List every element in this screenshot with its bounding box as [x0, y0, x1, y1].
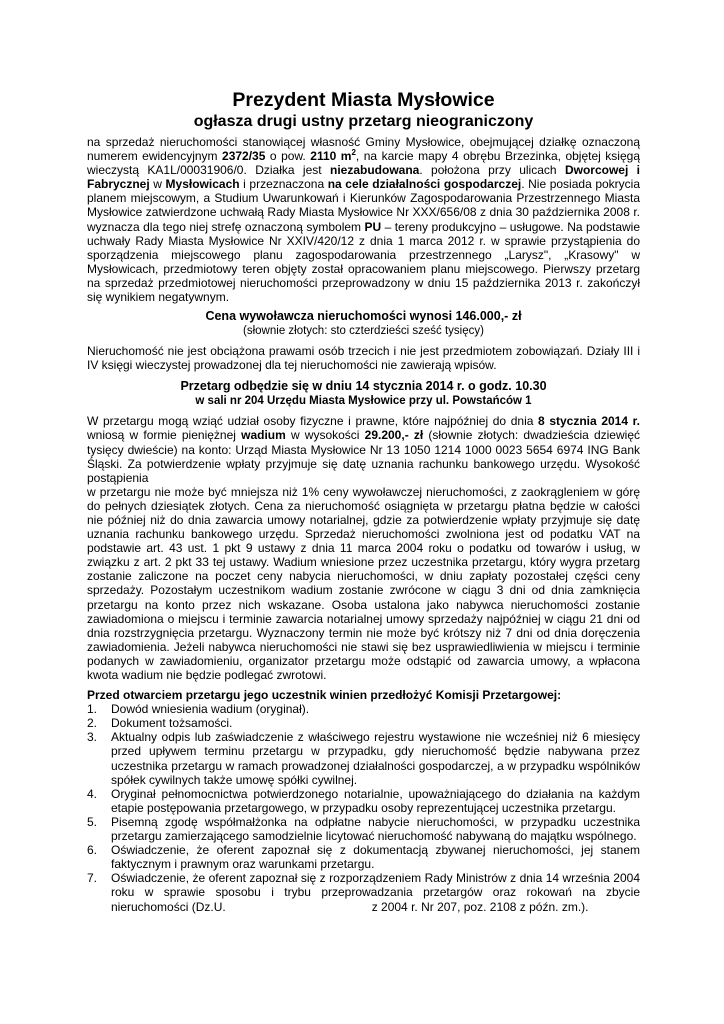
list-item: 4. Oryginał pełnomocnictwa potwierdzonego notarialnie, upoważniającego do działania na każdym etapie postępowania przetargowego, w przypadku osoby reprezentującej uczestnika przetargu.: [87, 786, 640, 815]
list-item: 3. Aktualny odpis lub zaświadczenie z właściwego rejestru wystawione nie wcześniej niż 6 miesięcy przed upływem terminu przetargu w przypadku, gdy nieruchomość będzie nabywana przez uczestnika przetargu w ramach prowadzonej działalności gospodarczej, a w przypadku wspólników spółek cywilnych także umowę spółki cywilnej.: [87, 730, 640, 787]
auction-rules-paragraph: w przetargu nie może być mniejsza niż 1% ceny wywoławczej nieruchomości, z zaokrągleniem w górę do pełnych dziesiątek złotych. Cena za nieruchomość osiągnięta w przetargu płatna będzie w całości nie później niż do dnia zawarcia umowy notarialnej, gdzie za potwierdzenie wpłaty przyjmuje się datę uznania rachunku bankowego urzędu. Sprzedaż nieruchomości zwolniona jest od podatku VAT na podstawie art. 43 ust. 1 pkt 9 ustawy z dnia 11 marca 2004 roku o podatku od towarów i usług, w związku z art. 2 pkt 33 tej ustawy. Wadium wniesione przez uczestnika przetargu, który wygra przetarg zostanie zaliczone na poczet ceny nabycia nieruchomości, w dniu zapłaty pozostałej części ceny sprzedaży. Pozostałym uczestnikom wadium zostanie zwrócone w ciągu 3 dni od dnia zamknięcia przetargu na konto przez nich wskazane. Osoba ustalona jako nabywca nieruchomości zostanie zawiadomiona o miejscu i terminie zawarcia notarialnej umowy sprzedaży najpóźniej w ciągu 21 dni od dnia rozstrzygnięcia przetargu. Wyznaczony termin nie może być krótszy niż 7 dni od dnia doręczenia zawiadomienia. Jeżeli nabywca nieruchomości nie stawi się bez usprawiedliwienia w miejscu i terminie podanych w zawiadomieniu, organizator przetargu może odstąpić od zawarcia umowy, a wpłacona kwota wadium nie będzie podlegać zwrotowi.: [87, 484, 640, 682]
undeveloped-label: niezabudowana: [330, 163, 420, 178]
deposit-paragraph: W przetargu mogą wziąć udział osoby fizyczne i prawne, które najpóźniej do dnia 8 stycznia 2014 r. wniosą w formie pieniężnej wadium w wysokości 29.200,- zł (słownie złotych: dwadzieścia dziewięć tysięcy dwieście) na konto: Urząd Miasta Mysłowice Nr 13 1050 1214 1000 0023 5654 6974 ING Bank Śląski. Za potwierdzenie wpłaty przyjmuje się datę uznania rachunku bankowego urzędu. Wysokość postąpienia: [87, 414, 640, 485]
parcel-number: 2372/35: [222, 149, 266, 164]
wadium-label: wadium: [241, 428, 286, 443]
document-title: Prezydent Miasta Mysłowice: [232, 89, 495, 111]
list-item: 2. Dokument tożsamości.: [87, 716, 233, 731]
document-subtitle: ogłasza drugi ustny przetarg nieograniczony: [193, 113, 534, 130]
auction-place: w sali nr 204 Urzędu Miasta Mysłowice przy ul. Powstańców 1: [195, 395, 532, 408]
list-item: 1. Dowód wniesienia wadium (oryginał).: [87, 702, 310, 717]
streets-label: Dworcowej i Fabrycznej: [87, 163, 641, 192]
deposit-amount: 29.200,- zł: [364, 428, 424, 443]
price-in-words: (słownie złotych: sto czterdzieści sześć tysięcy): [243, 325, 484, 338]
documents-heading: Przed otwarciem przetargu jego uczestnik winien przedłożyć Komisji Przetargowej:: [87, 688, 562, 703]
list-item: 5. Pisemną zgodę współmałżonka na odpłatne nabycie nieruchomości, w przypadku uczestnika przetargu zamierzającego samodzielnie licytować nieruchomość nabywaną do majątku wspólnego.: [87, 814, 640, 844]
list-item: 7. Oświadczenie, że oferent zapoznał się z rozporządzeniem Rady Ministrów z dnia 14 września 2004 roku w sprawie sposobu i trybu przeprowadzania przetargów oraz rokowań na zbycie nieruchomości (Dz.U. z 2004 r. Nr 207, poz. 2108 z późn. zm.).: [87, 871, 640, 914]
list-item: 6. Oświadczenie, że oferent zapoznał się z dokumentacją zbywanej nieruchomości, jej stanem faktycznym i prawnym oraz warunkami przetargu.: [87, 843, 640, 872]
price-heading: Cena wywoławcza nieruchomości wynosi 146.000,- zł: [205, 309, 522, 324]
deposit-date: 8 stycznia 2014 r.: [538, 414, 640, 429]
intro-paragraph: na sprzedaż nieruchomości stanowiącej własność Gminy Mysłowice, obejmującej działkę oznaczoną numerem ewidencyjnym 2372/35 o pow. 2110 $m^2$, na karcie mapy 4 obrębu Brzezinka, objętej księgą wieczystą KA1L/00031906/0. Działka jest niezabudowana. położona przy ulicach Dworcowej i Fabrycznej w Mysłowicach i przeznaczona na cele działalności gospodarczej. Nie posiada pokrycia planem miejscowym, a Studium Uwarunkowań i Kierunków Zagospodarowania Przestrzennego Miasta Mysłowice zatwierdzone uchwałą Rady Miasta Mysłowice Nr XXX/656/08 z dnia 30 października 2008 r. wyznacza dla tego niej strefę oznaczoną symbolem PU – tereny produkcyjno – usługowe. Na podstawie uchwały Rady Miasta Mysłowice Nr XXIV/420/12 z dnia 1 marca 2012 r. w sprawie przystąpienia do sporządzenia miejscowego planu zagospodarowania przestrzennego „Larysz", „Krasowy" w Mysłowicach, przedmiotowy teren objęty został opracowaniem planu miejscowego. Pierwszy przetarg na sprzedaż przedmiotowej nieruchomości przeprowadzony w dniu 15 października 2013 r. zakończył się wynikiem negatywnym.: [87, 135, 641, 305]
zone-symbol: PU: [364, 219, 382, 234]
city-label: Mysłowicach: [165, 177, 240, 192]
purpose-label: na cele działalności gospodarczej: [327, 177, 522, 192]
auction-heading: Przetarg odbędzie się w dniu 14 stycznia 2014 r. o godz. 10.30: [180, 379, 547, 394]
encumbrance-paragraph: Nieruchomość nie jest obciążona prawami osób trzecich i nie jest przedmiotem zobowiązań. Działy III i IV księgi wieczystej prowadzonej dla tej nieruchomości nie zawierają wpisów.: [87, 344, 640, 373]
documents-list: [87, 702, 640, 913]
parcel-area: 2110 $m^2$: [310, 148, 356, 164]
document-page: [87, 80, 640, 914]
